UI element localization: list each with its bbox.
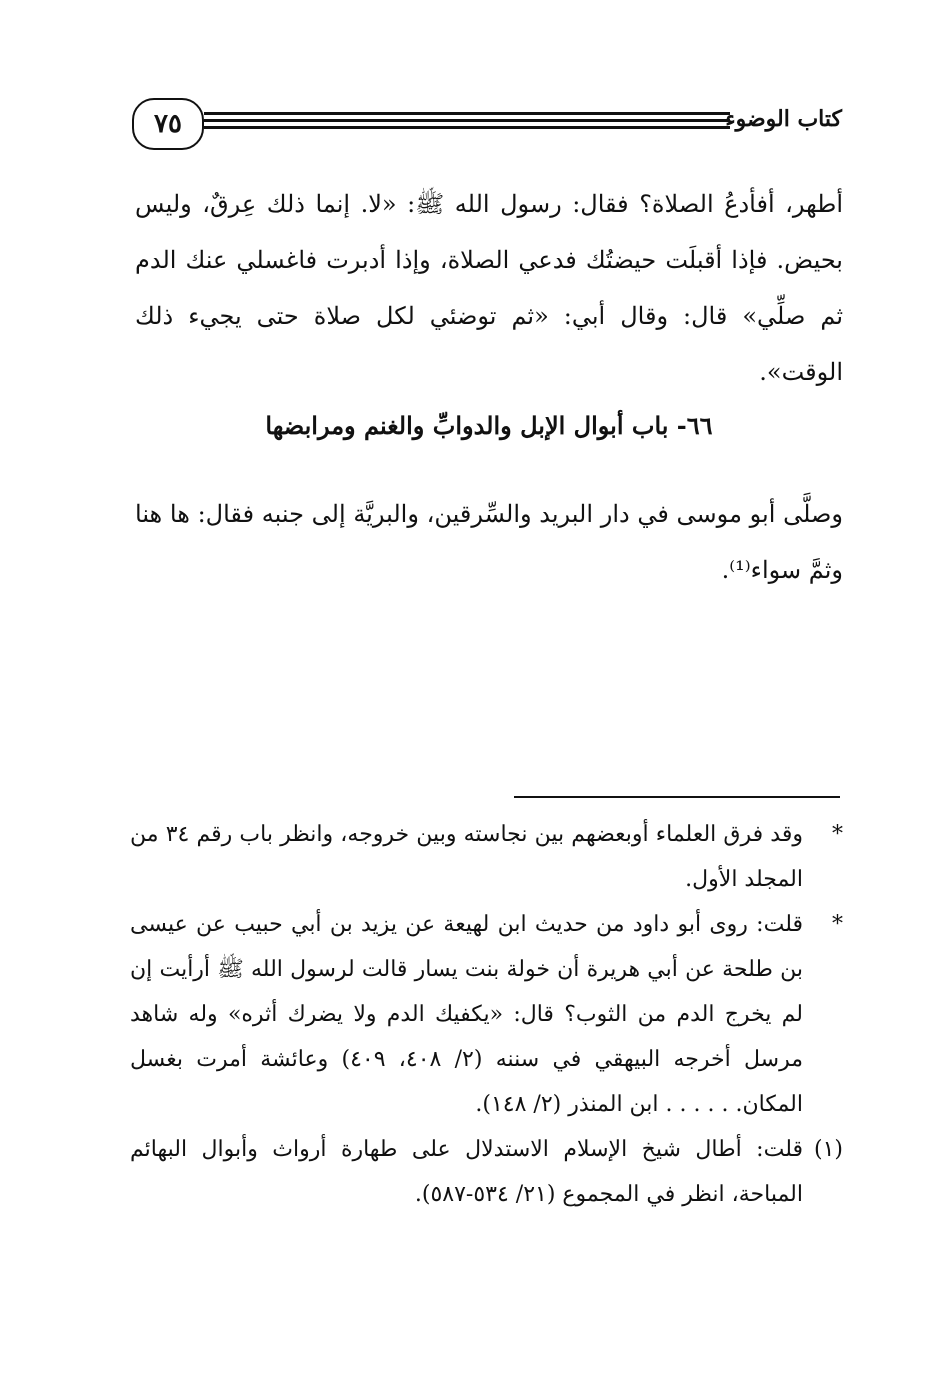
footnote (130, 1127, 843, 1217)
footnote-marker: (١) (813, 1137, 843, 1162)
footnote-text: قلت: أطال شيخ الإسلام الاستدلال على طهارة أرواث وأبوال البهائم المباحة، انظر في المجموع (٢١/ ٥٣٤-٥٨٧). (130, 1137, 803, 1207)
paragraph-text: وصلَّى أبو موسى في دار البريد والسِّرقين، والبريَّة إلى جنبه فقال: ها هنا وثمَّ سواء⁽¹⁾. (135, 500, 843, 584)
footnote-separator (514, 796, 840, 798)
chapter-title: كتاب الوضوء (725, 106, 842, 132)
footnote-text: قلت: روى أبو داود من حديث ابن لهيعة عن يزيد بن أبي حبيب عن عيسى بن طلحة عن أبي هريرة أن خولة بنت يسار قالت لرسول الله ﷺ أرأيت إن لم يخرج الدم من الثوب؟ قال: «يكفيك الدم ولا يضرك أثره» وله شاهد مرسل أخرجه البيهقي في سننه (٢/ ٤٠٨، ٤٠٩) وعائشة أمرت بغسل المكان. . . . . . ابن المنذر (٢/ ١٤٨). (130, 912, 804, 1117)
header-rule (204, 112, 730, 115)
header-rule (204, 119, 730, 122)
footnote (130, 902, 843, 1127)
header-rule (204, 126, 730, 129)
footnote (130, 812, 843, 902)
footnote-text: وقد فرق العلماء أوبعضهم بين نجاسته وبين خروجه، وانظر باب رقم ٣٤ من المجلد الأول. (130, 822, 803, 892)
section-heading: ٦٦- باب أبوال الإبل والدوابِّ والغنم ومرابضها (265, 411, 713, 440)
page-header (132, 98, 842, 150)
body-paragraph-2 (135, 462, 843, 622)
footnote-marker: * (832, 912, 843, 937)
footnote-marker: * (832, 822, 843, 847)
paragraph-text: أطهر، أفأدعُ الصلاة؟ فقال: رسول الله ﷺ: «لا. إنما ذلك عِرقٌ، وليس بحيض. فإذا أقبلَت حيضتُك فدعي الصلاة، وإذا أدبرت فاغسلي عنك الدم ثم صلِّي» قال: وقال أبي: «ثم توضئي لكل صلاة حتى يجيء ذلك الوقت». (135, 190, 843, 386)
page-number: ٧٥ (132, 98, 204, 150)
body-paragraph-1 (135, 176, 843, 400)
footnotes (130, 812, 843, 1217)
